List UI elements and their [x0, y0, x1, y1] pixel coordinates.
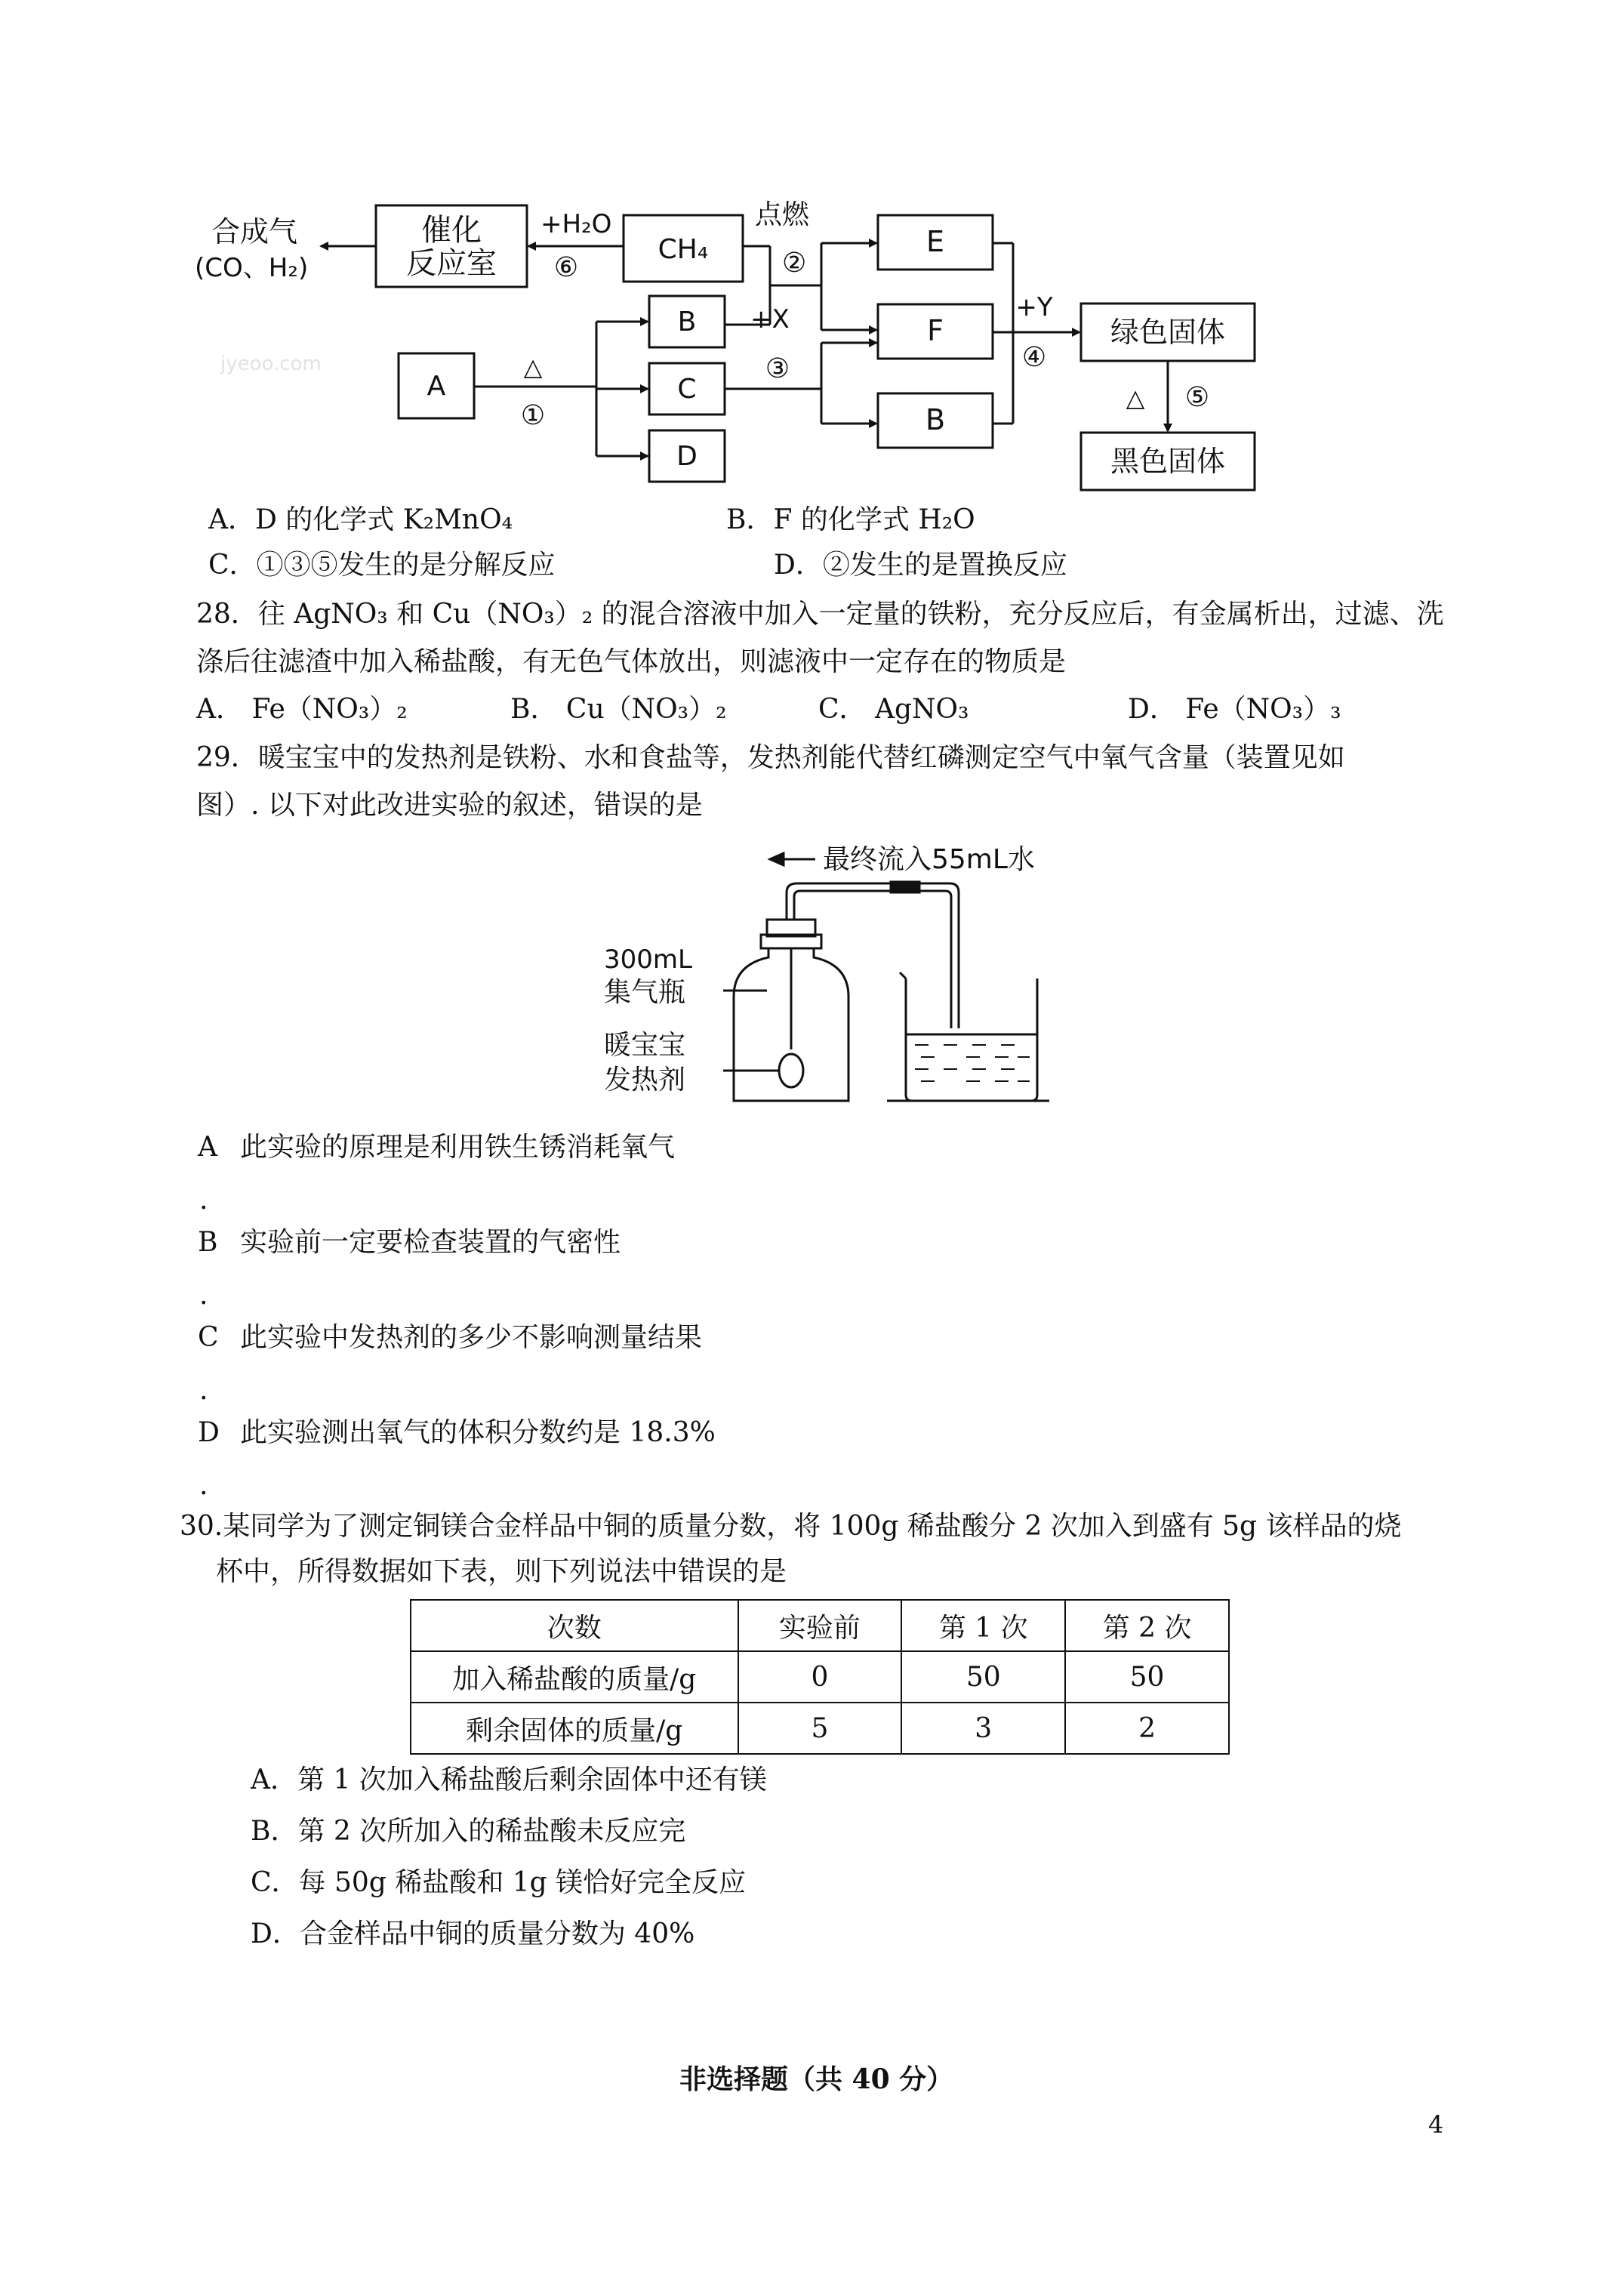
q29-line-1: 29．暖宝宝中的发热剂是铁粉、水和食盐等，发热剂能代替红磷测定空气中氧气含量（装置见如: [196, 742, 1345, 773]
box-e-label: E: [925, 225, 945, 258]
warm-pad-label-1: 暖宝宝: [604, 1030, 686, 1061]
box-f-label: F: [927, 314, 944, 347]
q29-option-text: 此实验测出氧气的体积分数约是 18.3%: [240, 1417, 716, 1448]
volume-label: 300mL: [604, 945, 692, 975]
box-b-bottom-label: B: [925, 403, 946, 436]
q29-option-dot: .: [199, 1375, 208, 1406]
table-cell: 5: [738, 1703, 902, 1754]
watermark: jyeoo.com: [220, 353, 322, 375]
bottle-label: 集气瓶: [604, 977, 686, 1008]
q29-option-text: 此实验中发热剂的多少不影响测量结果: [240, 1322, 703, 1353]
table-cell: 0: [738, 1651, 902, 1703]
q27-option-a: A．D 的化学式 K₂MnO₄: [208, 504, 513, 535]
table-cell: 剩余固体的质量/g: [411, 1703, 738, 1754]
step-1: ①: [520, 400, 546, 431]
table-row: [411, 1703, 1229, 1754]
plus-x-label: +X: [750, 304, 790, 334]
q30-option-a: A．第 1 次加入稀盐酸后剩余固体中还有镁: [251, 1764, 767, 1795]
table-cell: 加入稀盐酸的质量/g: [411, 1651, 738, 1703]
reactor-label-2: 反应室: [406, 246, 497, 281]
heat-symbol-5: △: [1126, 384, 1145, 412]
box-b-top-label: B: [677, 307, 697, 337]
q28-line-2: 涤后往滤渣中加入稀盐酸，有无色气体放出，则滤液中一定存在的物质是: [196, 646, 1067, 677]
green-solid-label: 绿色固体: [1110, 316, 1226, 349]
syngas-label-2: (CO、H₂): [195, 253, 309, 283]
reaction-flowchart: [0, 0, 1623, 513]
ch4-label: CH₄: [658, 234, 709, 265]
table-header-cell: 第 2 次: [1065, 1600, 1229, 1651]
step-5: ⑤: [1184, 382, 1210, 413]
heat-symbol-1: △: [523, 353, 543, 381]
q29-option-text: 此实验的原理是利用铁生锈消耗氧气: [240, 1132, 676, 1163]
q29-option-dot: .: [199, 1470, 208, 1501]
step-3: ③: [765, 353, 790, 384]
q28-option-b: B． Cu（NO₃）₂: [510, 694, 727, 725]
plus-y-label: +Y: [1015, 292, 1053, 322]
q29-option-letter: A: [198, 1132, 217, 1163]
box-d-label: D: [676, 441, 698, 472]
box-a-label: A: [427, 371, 446, 402]
q30-option-b: B．第 2 次所加入的稀盐酸未反应完: [251, 1816, 686, 1847]
syngas-label-1: 合成气: [211, 215, 298, 248]
table-cell: 2: [1065, 1703, 1229, 1754]
water-label: +H₂O: [540, 209, 612, 239]
q30-option-c: C．每 50g 稀盐酸和 1g 镁恰好完全反应: [251, 1867, 747, 1898]
table-header-cell: 第 1 次: [901, 1600, 1065, 1651]
warm-pad-label-2: 发热剂: [604, 1065, 686, 1096]
page-number: 4: [1428, 2110, 1444, 2139]
q29-option-text: 实验前一定要检查装置的气密性: [240, 1227, 621, 1258]
q27-option-d: D．②发生的是置换反应: [774, 550, 1067, 581]
table-row: [411, 1651, 1229, 1703]
section-title: 非选择题（共 40 分）: [679, 2063, 954, 2095]
table-header-row: [411, 1600, 1229, 1651]
table-cell: 50: [1065, 1651, 1229, 1703]
step-6: ⑥: [553, 252, 579, 283]
q29-option-dot: .: [199, 1280, 208, 1311]
q29-option-letter: B: [198, 1227, 218, 1258]
results-table: [410, 1599, 1230, 1755]
black-solid-label: 黑色固体: [1110, 445, 1226, 478]
q30-line-1: 30.某同学为了测定铜镁合金样品中铜的质量分数，将 100g 稀盐酸分 2 次加入到盛有 5g 该样品的烧: [180, 1511, 1402, 1542]
q28-option-d: D． Fe（NO₃）₃: [1128, 694, 1341, 725]
table-cell: 3: [901, 1703, 1065, 1754]
q30-line-2: 杯中，所得数据如下表，则下列说法中错误的是: [216, 1556, 787, 1587]
box-c-label: C: [677, 374, 697, 405]
reactor-label-1: 催化: [421, 213, 482, 248]
ignite-label: 点燃: [755, 199, 810, 230]
apparatus-figure: [589, 831, 1057, 1117]
q29-line-2: 图）. 以下对此改进实验的叙述，错误的是: [196, 790, 703, 821]
step-2: ②: [782, 248, 807, 279]
step-4: ④: [1021, 342, 1047, 373]
table-cell: 50: [901, 1651, 1065, 1703]
q28-line-1: 28．往 AgNO₃ 和 Cu（NO₃）₂ 的混合溶液中加入一定量的铁粉，充分反应后，有金属析出，过滤、洗: [196, 599, 1444, 630]
q28-option-a: A． Fe（NO₃）₂: [196, 694, 408, 725]
flow-in-label: 最终流入55mL水: [823, 844, 1035, 875]
q29-option-letter: D: [198, 1417, 220, 1448]
q30-option-d: D．合金样品中铜的质量分数为 40%: [251, 1918, 695, 1949]
table-header-cell: 次数: [411, 1600, 738, 1651]
q27-option-b: B．F 的化学式 H₂O: [726, 504, 975, 535]
q27-option-c: C．①③⑤发生的是分解反应: [208, 550, 556, 581]
q28-option-c: C． AgNO₃: [818, 694, 969, 725]
q29-option-letter: C: [198, 1322, 219, 1353]
table-header-cell: 实验前: [738, 1600, 902, 1651]
q29-option-dot: .: [199, 1185, 208, 1216]
